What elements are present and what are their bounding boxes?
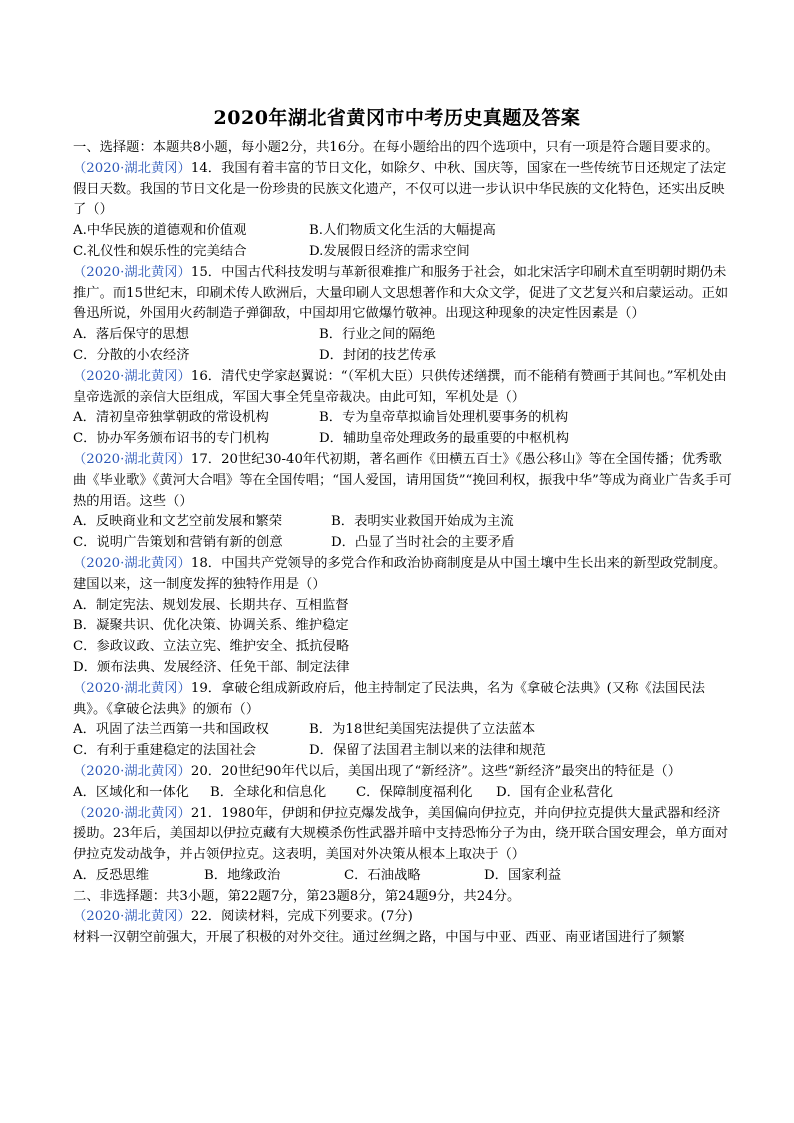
option-b: B．行业之间的隔绝 bbox=[319, 327, 436, 343]
question-14 bbox=[73, 159, 733, 221]
question-stem: 19．拿破仑组成新政府后，他主持制定了民法典，名为《拿破仑法典》(又称《法国民法典》。《拿破仑法典》的颁布（） bbox=[73, 680, 705, 717]
option-c: C．石油战略 bbox=[344, 867, 421, 883]
options-row bbox=[73, 533, 733, 554]
source-tag: （2020·湖北黄冈） bbox=[73, 368, 191, 384]
option-d: D．辅助皇帝处理政务的最重要的中枢机构 bbox=[319, 431, 570, 447]
option-c: C．协办军务颁布诏书的专门机构 bbox=[73, 431, 270, 447]
option-c: C．有利于重建稳定的法国社会 bbox=[73, 743, 257, 759]
options-row bbox=[73, 741, 733, 762]
question-21 bbox=[73, 804, 733, 866]
section-heading: 二、非选择题：共3小题，第22题7分，第23题8分，第24题9分，共24分。 bbox=[73, 888, 521, 904]
options-row bbox=[73, 346, 733, 367]
options-row bbox=[73, 221, 733, 242]
document-body bbox=[73, 138, 733, 949]
question-stem: 18．中国共产党领导的多党合作和政治协商制度是从中国土壤中生长出来的新型政党制度。建国以来，这一制度发挥的独特作用是（） bbox=[73, 555, 727, 592]
question-15 bbox=[73, 263, 733, 325]
option-c: C．说明广告策划和营销有新的创意 bbox=[73, 535, 283, 551]
options-row bbox=[73, 512, 733, 533]
options-row bbox=[73, 866, 733, 887]
options-row bbox=[73, 783, 733, 804]
options-row bbox=[73, 242, 733, 263]
section-heading: 一、选择题：本题共8小题，每小题2分，共16分。在每小题给出的四个选项中，只有一项是符合题目要求的。 bbox=[73, 140, 719, 155]
option-a: A．反映商业和文艺空前发展和繁荣 bbox=[73, 514, 283, 530]
question-stem: 14．我国有着丰富的节日文化，如除夕、中秋、国庆等，国家在一些传统节日还规定了法定假日天数。我国的节日文化是一份珍贵的民族文化遗产，不仅可以进一步认识中华民族的文化特色，还实出反映了（） bbox=[73, 160, 727, 218]
options-row bbox=[73, 408, 733, 429]
source-tag: （2020·湖北黄冈） bbox=[73, 909, 191, 925]
source-tag: （2020·湖北黄冈） bbox=[73, 264, 191, 280]
question-stem: 21．1980年，伊朗和伊拉克爆发战争，美国偏向伊拉克，并向伊拉克提供大量武器和经济援助。23年后，美国却以伊拉克藏有大规模杀伤性武器并暗中支持恐怖分子为由，绕开联合国安理会，单方面对伊拉克发动战争，并占领伊拉克。这表明，美国对外决策从根本上取决于（） bbox=[73, 805, 729, 863]
question-17 bbox=[73, 450, 733, 512]
question-stem: 20．20世纪90年代以后，美国出现了“新经济”。这些“新经济”最突出的特征是（） bbox=[190, 763, 682, 779]
source-tag: （2020·湖北黄冈） bbox=[73, 451, 191, 467]
option-c: C.礼仪性和娱乐性的完美结合 bbox=[73, 243, 247, 259]
question-19 bbox=[73, 679, 733, 721]
option-d: D．国家利益 bbox=[484, 867, 562, 883]
option-b: B．表明实业救国开始成为主流 bbox=[331, 514, 514, 530]
source-tag: （2020·湖北黄冈） bbox=[73, 763, 191, 779]
options-row bbox=[73, 720, 733, 741]
source-tag: （2020·湖北黄冈） bbox=[73, 805, 191, 821]
question-stem: 16．清代史学家赵翼说：“（军机大臣）只供传述缮撰，而不能稍有赞画于其间也。”军机处由皇帝选派的亲信大臣组成，军国大事全凭皇帝裁决。由此可知，军机处是（） bbox=[73, 368, 727, 405]
option-b: B．凝聚共识、优化决策、协调关系、维护稳定 bbox=[73, 618, 349, 634]
question-stem: 17．20世纪30-40年代初期，著名画作《田横五百士》《愚公移山》等在全国传播；优秀歌曲《毕业歌》《黄河大合唱》等在全国传唱；“国人爱国，请用国货”“挽回利权，振我中华”等成为商业广告炙手可热的用语。这些（） bbox=[73, 451, 732, 509]
option-a: A．落后保守的思想 bbox=[73, 327, 189, 343]
source-tag: （2020·湖北黄冈） bbox=[73, 555, 191, 571]
option-d: D．保留了法国君主制以来的法律和规范 bbox=[309, 743, 546, 759]
option-b: B．地缘政治 bbox=[204, 867, 281, 883]
option-a: A．区域化和一体化 bbox=[73, 784, 189, 800]
option-b: B．全球化和信息化 bbox=[210, 784, 327, 800]
question-20 bbox=[73, 762, 733, 783]
option-c: C．参政议政、立法立宪、维护安全、抵抗侵略 bbox=[73, 639, 350, 655]
option-b: B.人们物质文化生活的大幅提高 bbox=[309, 223, 496, 239]
option-d: D．封闭的技艺传承 bbox=[319, 347, 437, 363]
option-c: C．保障制度福利化 bbox=[356, 784, 473, 800]
option-c: C．分散的小农经济 bbox=[73, 347, 190, 363]
source-tag: （2020·湖北黄冈） bbox=[73, 160, 191, 176]
source-tag: （2020·湖北黄冈） bbox=[73, 680, 191, 696]
option-d: D.发展假日经济的需求空间 bbox=[309, 243, 470, 259]
options-row bbox=[73, 429, 733, 450]
question-22 bbox=[73, 907, 733, 928]
options-row bbox=[73, 325, 733, 346]
material-text: 材料一汉朝空前强大，开展了积极的对外交往。通过丝绸之路，中国与中亚、西亚、南亚诸国进行了频繁 bbox=[73, 930, 685, 946]
option-d: D．颁布法典、发展经济、任免干部、制定法律 bbox=[73, 659, 350, 675]
question-18 bbox=[73, 554, 733, 596]
question-stem: 15．中国古代科技发明与革新很难推广和服务于社会，如北宋活字印刷术直至明朝时期仍未推广。而15世纪末，印刷术传人欧洲后，大量印刷人文思想著作和大众文学，促进了文艺复兴和启蒙运动。正如鲁迅所说，外国用火药制造子弹御敌，中国却用它做爆竹敬神。出现这种现象的决定性因素是（） bbox=[73, 264, 729, 322]
option-a: A．反恐思维 bbox=[73, 867, 150, 883]
question-stem: 22．阅读材料，完成下列要求。(7分) bbox=[190, 909, 413, 925]
option-a: A.中华民族的道德观和价值观 bbox=[73, 223, 247, 239]
option-d: D．国有企业私营化 bbox=[496, 784, 614, 800]
option-b: B．为18世纪美国宪法提供了立法蓝本 bbox=[309, 722, 536, 738]
option-d: D．凸显了当时社会的主要矛盾 bbox=[331, 535, 515, 551]
option-b: B．专为皇帝草拟谕旨处理机要事务的机构 bbox=[319, 410, 569, 426]
option-a: A．巩固了法兰西第一共和国政权 bbox=[73, 722, 269, 738]
option-a: A．清初皇帝独掌朝政的常设机构 bbox=[73, 410, 269, 426]
question-16 bbox=[73, 367, 733, 409]
option-a: A．制定宪法、规划发展、长期共存、互相监督 bbox=[73, 597, 349, 613]
page-title: 2020年湖北省黄冈市中考历史真题及答案 bbox=[213, 107, 581, 129]
